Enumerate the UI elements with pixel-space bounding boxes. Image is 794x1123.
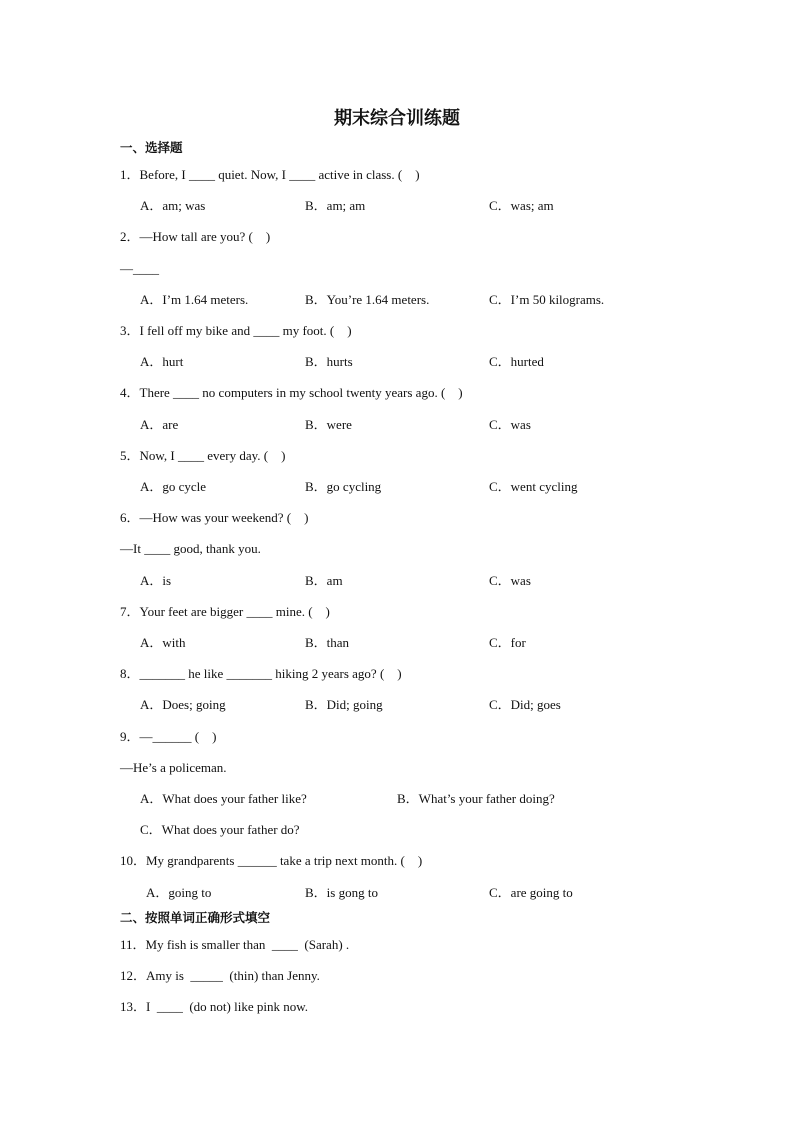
question-sub-line: —He’s a policeman.: [120, 760, 227, 775]
option-b: B．am: [305, 573, 343, 588]
option-b: B．You’re 1.64 meters.: [305, 292, 430, 307]
option-b: B．were: [305, 417, 352, 432]
question-sub-line: —____: [120, 261, 159, 276]
option-a: A．is: [140, 573, 172, 588]
option-b: B．am; am: [305, 198, 366, 213]
option-a: A．going to: [146, 885, 212, 900]
option-c: C．Did; goes: [489, 697, 561, 712]
question-stem: 6．—How was your weekend? ( ): [120, 510, 309, 525]
option-c: C．hurted: [489, 354, 544, 369]
fill-question: 12．Amy is _____ (thin) than Jenny.: [120, 968, 320, 983]
section-heading-choice: 一、选择题: [120, 140, 183, 155]
option-c: C．I’m 50 kilograms.: [489, 292, 605, 307]
option-b: B．go cycling: [305, 479, 382, 494]
option-a: A．are: [140, 417, 179, 432]
option-a: A．with: [140, 635, 186, 650]
question-stem: 9．—______ ( ): [120, 729, 217, 744]
option-b: B．is gong to: [305, 885, 378, 900]
option-c: C．for: [489, 635, 526, 650]
question-stem: 8．_______ he like _______ hiking 2 years ago? ( ): [120, 666, 402, 681]
page-title: 期末综合训练题: [334, 108, 460, 129]
option-c: C．was; am: [489, 198, 554, 213]
question-stem: 7．Your feet are bigger ____ mine. ( ): [120, 604, 330, 619]
option-b: B．Did; going: [305, 697, 383, 712]
fill-question: 13．I ____ (do not) like pink now.: [120, 999, 308, 1014]
option-a: A．What does your father like?: [140, 791, 307, 806]
fill-question: 11．My fish is smaller than ____ (Sarah) .: [120, 937, 350, 952]
option-b: B．hurts: [305, 354, 353, 369]
option-b: B．than: [305, 635, 350, 650]
option-a: A．go cycle: [140, 479, 207, 494]
option-a: A．am; was: [140, 198, 206, 213]
option-c: C．was: [489, 573, 531, 588]
option-c: C．are going to: [489, 885, 573, 900]
question-sub-line: —It ____ good, thank you.: [120, 541, 261, 556]
option-a: A．I’m 1.64 meters.: [140, 292, 249, 307]
question-stem: 1．Before, I ____ quiet. Now, I ____ active in class. ( ): [120, 167, 420, 182]
option-c: C．went cycling: [489, 479, 578, 494]
option-b: B．What’s your father doing?: [397, 791, 555, 806]
question-stem: 4．There ____ no computers in my school twenty years ago. ( ): [120, 385, 463, 400]
question-stem: 10．My grandparents ______ take a trip next month. ( ): [120, 853, 423, 868]
option-c: C．was: [489, 417, 531, 432]
question-stem: 5．Now, I ____ every day. ( ): [120, 448, 286, 463]
question-stem: 3．I fell off my bike and ____ my foot. ( ): [120, 323, 352, 338]
option-a: A．hurt: [140, 354, 184, 369]
option-c: C．What does your father do?: [140, 822, 300, 837]
question-stem: 2．—How tall are you? ( ): [120, 229, 271, 244]
option-a: A．Does; going: [140, 697, 226, 712]
section-heading-fill: 二、按照单词正确形式填空: [120, 910, 271, 925]
